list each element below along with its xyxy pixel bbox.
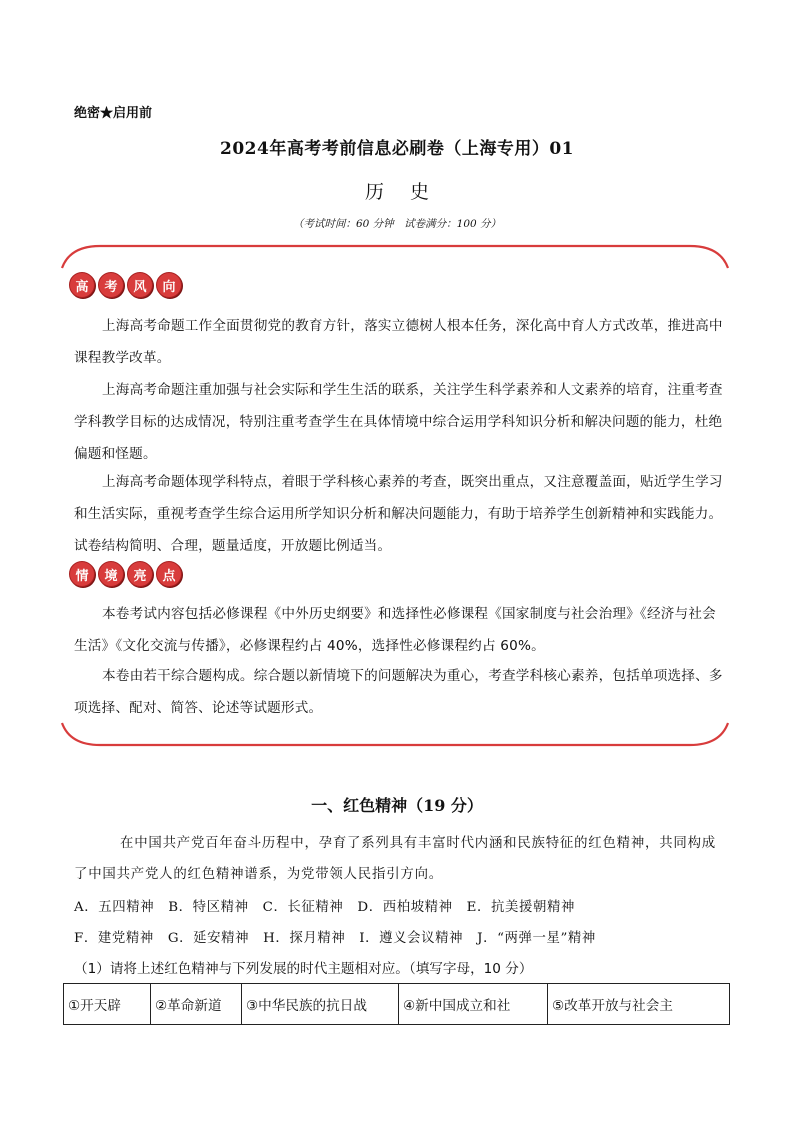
- secret-mark: 绝密★启用前: [74, 106, 153, 121]
- table-cell: ③中华民族的抗日战: [242, 984, 399, 1025]
- badge-char: 向: [156, 272, 182, 298]
- paragraph-1: 上海高考命题工作全面贯彻党的教育方针，落实立德树人根本任务，深化高中育人方式改革，推进高中课程教学改革。: [74, 318, 723, 366]
- paragraph-2: 上海高考命题注重加强与社会实际和学生生活的联系，关注学生科学素养和人文素养的培育，注重考查学科教学目标的达成情况，特别注重考查学生在具体情境中综合运用学科知识分析和解决问题的能力，杜绝偏题和怪题。: [74, 382, 723, 462]
- table-row: [64, 984, 730, 1025]
- options-row-1: A．五四精神 B．特区精神 C．长征精神 D．西柏坡精神 E．抗美援朝精神: [74, 900, 575, 915]
- badge-char: 考: [98, 272, 124, 298]
- badge-char: 高: [69, 272, 95, 298]
- section-intro: 在中国共产党百年奋斗历程中，孕育了系列具有丰富时代内涵和民族特征的红色精神，共同构成了中国共产党人的红色精神谱系，为党带领人民指引方向。: [74, 836, 717, 882]
- section-heading: 一、红色精神（19 分）: [311, 796, 483, 815]
- paragraph-4: 本卷考试内容包括必修课程《中外历史纲要》和选择性必修课程《国家制度与社会治理》《经济与社会生活》《文化交流与传播》，必修课程约占 40%，选择性必修课程约占 60%。: [74, 606, 716, 654]
- badge-char: 境: [98, 561, 124, 587]
- paragraph-5: 本卷由若干综合题构成。综合题以新情境下的问题解决为重心，考查学科核心素养，包括单项选择、多项选择、配对、简答、论述等试题形式。: [74, 668, 723, 716]
- paragraph-3: 上海高考命题体现学科特点，着眼于学科核心素养的考查，既突出重点，又注意覆盖面，贴近学生学习和生活实际，重视考查学生综合运用所学知识分析和解决问题能力，有助于培养学生创新精神和实践能力。试卷结构简明、合理，题量适度，开放题比例适当。: [74, 474, 723, 554]
- options-row-2: F．建党精神 G．延安精神 H．探月精神 I．遵义会议精神 J．“两弹一星”精神: [74, 931, 596, 946]
- subject-title: 历 史: [364, 181, 440, 203]
- badge-char: 亮: [127, 561, 153, 587]
- exam-info: （考试时间：60 分钟 试卷满分：100 分）: [292, 218, 502, 230]
- badge-gaokao-trend: [69, 272, 182, 300]
- badge-context-highlight: [69, 561, 182, 589]
- badge-char: 情: [69, 561, 95, 587]
- table-cell: ④新中国成立和社: [399, 984, 548, 1025]
- badge-char: 风: [127, 272, 153, 298]
- table-cell: ①开天辟: [64, 984, 151, 1025]
- exam-title: 2024年高考考前信息必刷卷（上海专用）01: [220, 139, 574, 159]
- table-cell: ②革命新道: [151, 984, 242, 1025]
- question-1: （1）请将上述红色精神与下列发展的时代主题相对应。（填写字母，10 分）: [74, 961, 533, 977]
- table-cell: ⑤改革开放与社会主: [548, 984, 730, 1025]
- theme-table: [63, 983, 730, 1025]
- badge-char: 点: [156, 561, 182, 587]
